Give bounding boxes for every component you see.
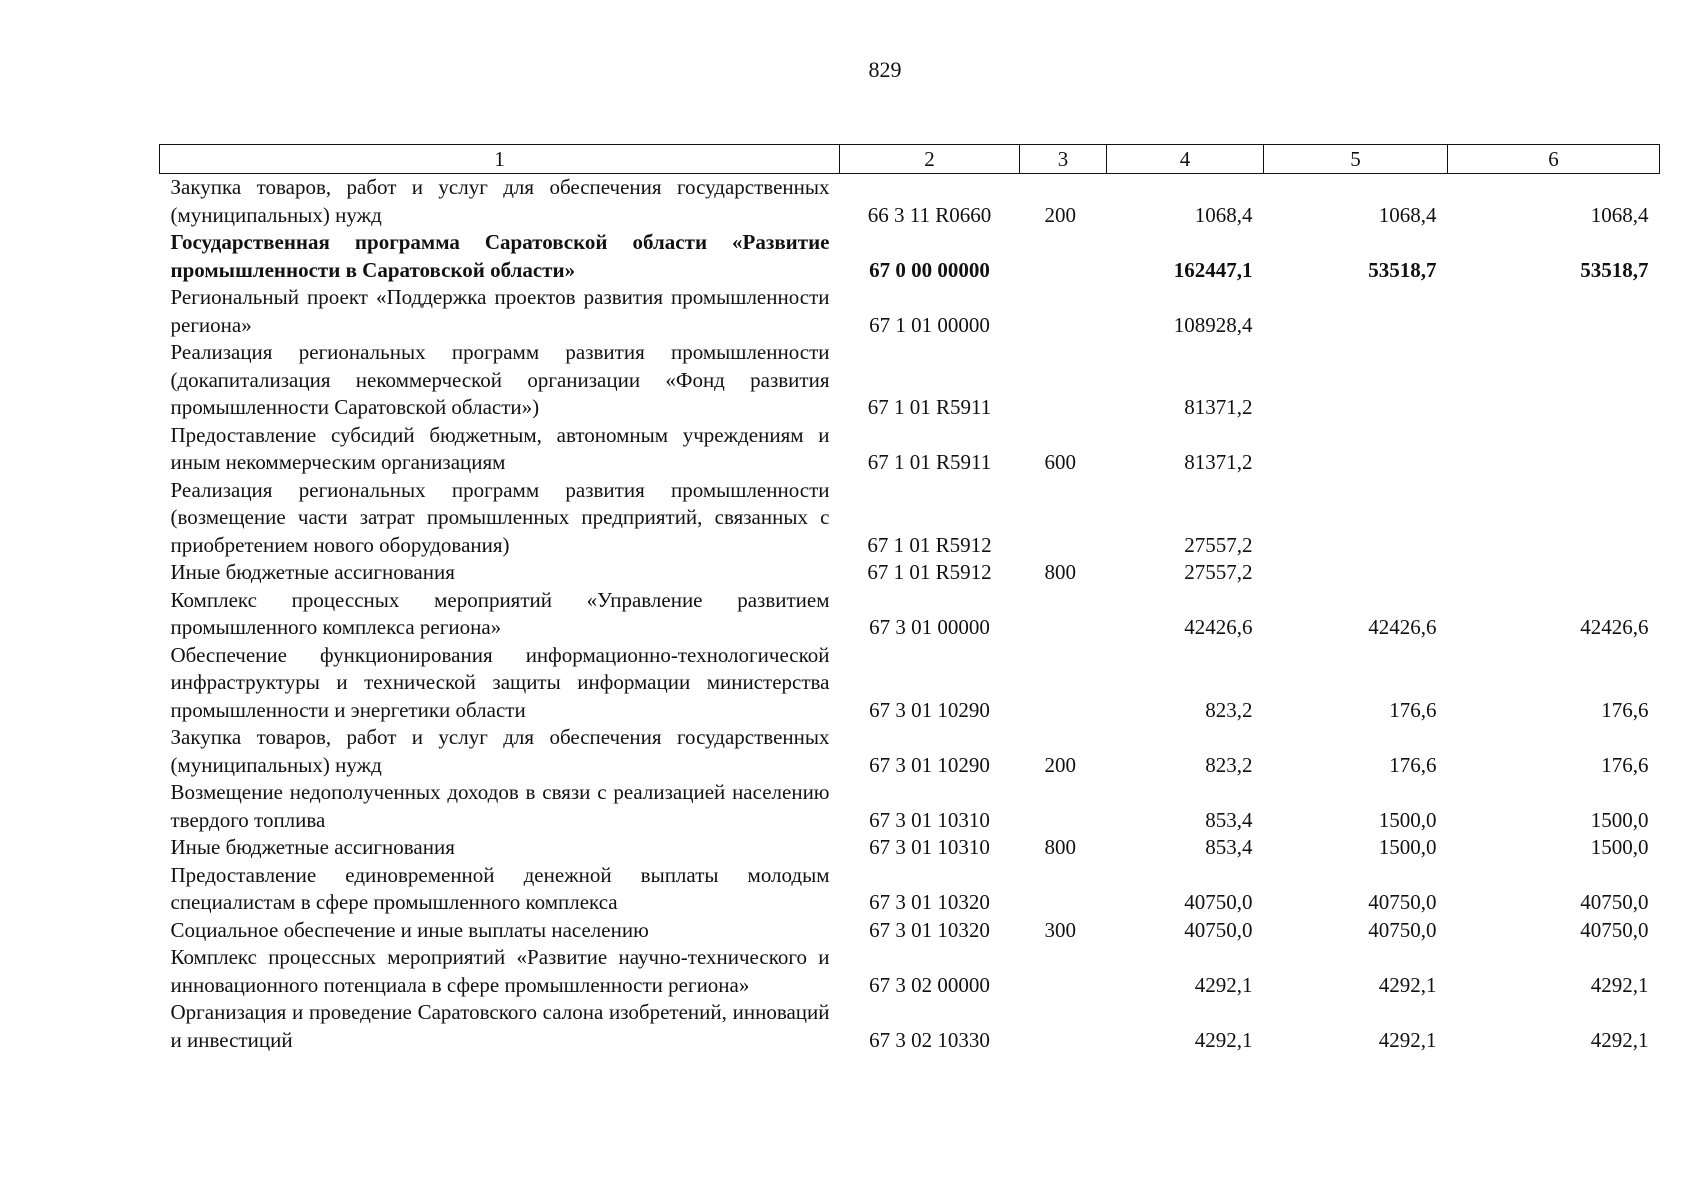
row-expense-type-cell: 800	[1044, 835, 1076, 859]
table-row	[160, 284, 1660, 339]
table-row	[160, 944, 1660, 999]
column-header-4: 4	[1107, 145, 1264, 174]
row-name-cell: Предоставление единовременной денежной выплаты молодым специалистам в сфере промышленного комплекса	[170, 862, 830, 914]
row-value-col5-cell: 4292,1	[1378, 972, 1437, 997]
row-value-col5-cell	[1264, 284, 1448, 339]
row-value-col4-cell: 853,4	[1205, 807, 1253, 832]
table-header	[160, 145, 1660, 174]
row-expense-type-cell	[1020, 944, 1107, 999]
table-row	[160, 587, 1660, 642]
row-value-col6-cell	[1448, 559, 1660, 587]
row-name-cell: Региональный проект «Поддержка проектов развития промышленности региона»	[170, 285, 830, 337]
row-expense-type-cell	[1020, 642, 1107, 725]
row-value-col6-cell: 53518,7	[1580, 257, 1649, 282]
row-value-col6-cell: 1500,0	[1590, 807, 1649, 832]
row-expense-type-cell: 200	[1044, 752, 1076, 777]
row-code-cell: 67 1 01 R5911	[867, 450, 992, 474]
row-value-col5-cell: 4292,1	[1378, 1027, 1437, 1052]
table-row	[160, 724, 1660, 779]
row-name-cell: Социальное обеспечение и иные выплаты населению	[170, 917, 649, 942]
table-row	[160, 174, 1660, 230]
table-row	[160, 999, 1660, 1054]
row-value-col6-cell	[1448, 422, 1660, 477]
row-value-col4-cell: 162447,1	[1173, 257, 1253, 282]
row-value-col6-cell	[1448, 284, 1660, 339]
row-expense-type-cell	[1020, 477, 1107, 560]
row-value-col4-cell: 108928,4	[1173, 312, 1253, 337]
row-expense-type-cell	[1020, 587, 1107, 642]
row-expense-type-cell: 200	[1044, 202, 1076, 227]
row-value-col5-cell: 1500,0	[1378, 835, 1437, 859]
table-row	[160, 917, 1660, 945]
row-name-cell: Реализация региональных программ развития промышленности (возмещение части затрат промышленных предприятий, связанных с приобретением нового оборудования)	[170, 477, 830, 557]
row-code-cell: 66 3 11 R0660	[867, 202, 992, 227]
row-code-cell: 67 3 02 00000	[869, 972, 990, 997]
row-code-cell: 67 0 00 00000	[869, 257, 990, 282]
row-name-cell: Организация и проведение Саратовского салона изобретений, инноваций и инвестиций	[170, 1000, 830, 1052]
row-value-col6-cell: 42426,6	[1580, 615, 1649, 639]
row-name-cell: Закупка товаров, работ и услуг для обеспечения государственных (муниципальных) нужд	[170, 175, 830, 227]
row-value-col4-cell: 1068,4	[1194, 202, 1253, 227]
row-name-cell: Закупка товаров, работ и услуг для обеспечения государственных (муниципальных) нужд	[170, 725, 830, 777]
row-name-cell: Возмещение недополученных доходов в связи с реализацией населению твердого топлива	[170, 780, 830, 832]
table-row	[160, 229, 1660, 284]
row-name-cell: Иные бюджетные ассигнования	[170, 835, 455, 859]
row-code-cell: 67 1 01 R5912	[867, 532, 992, 557]
row-value-col6-cell: 40750,0	[1580, 917, 1649, 942]
row-value-col6-cell: 40750,0	[1580, 890, 1649, 914]
row-name-cell: Реализация региональных программ развития промышленности (докапитализация некоммерческой организации «Фонд развития промышленности Саратовской области»)	[170, 340, 830, 419]
row-value-col5-cell: 176,6	[1389, 697, 1437, 722]
row-expense-type-cell	[1020, 862, 1107, 917]
table-row	[160, 779, 1660, 834]
row-value-col6-cell: 1068,4	[1590, 202, 1649, 227]
row-expense-type-cell	[1020, 999, 1107, 1054]
row-value-col4-cell: 81371,2	[1184, 395, 1253, 419]
row-value-col4-cell: 42426,6	[1184, 615, 1253, 639]
row-name-cell: Предоставление субсидий бюджетным, автономным учреждениям и иным некоммерческим организациям	[170, 422, 830, 474]
row-value-col5-cell: 40750,0	[1368, 917, 1437, 942]
row-value-col5-cell: 1068,4	[1378, 202, 1437, 227]
table-row	[160, 422, 1660, 477]
row-value-col4-cell: 27557,2	[1184, 560, 1253, 584]
row-value-col5-cell	[1264, 559, 1448, 587]
table-row	[160, 339, 1660, 422]
row-expense-type-cell: 300	[1044, 917, 1076, 942]
row-code-cell: 67 3 01 10290	[869, 752, 990, 777]
row-value-col5-cell	[1264, 422, 1448, 477]
row-value-col4-cell: 40750,0	[1184, 890, 1253, 914]
table-body	[160, 174, 1660, 1055]
row-value-col6-cell: 176,6	[1601, 752, 1649, 777]
row-value-col4-cell: 853,4	[1205, 835, 1253, 859]
table-row	[160, 477, 1660, 560]
row-value-col5-cell: 40750,0	[1368, 890, 1437, 914]
table-row	[160, 642, 1660, 725]
row-value-col5-cell: 53518,7	[1368, 257, 1437, 282]
row-name-cell: Иные бюджетные ассигнования	[170, 560, 455, 584]
row-value-col4-cell: 40750,0	[1184, 917, 1253, 942]
row-expense-type-cell	[1020, 229, 1107, 284]
row-value-col4-cell: 4292,1	[1194, 1027, 1253, 1052]
row-value-col5-cell	[1264, 339, 1448, 422]
row-code-cell: 67 3 02 10330	[869, 1027, 990, 1052]
row-expense-type-cell	[1020, 779, 1107, 834]
column-header-3: 3	[1020, 145, 1107, 174]
page-number: 829	[868, 57, 902, 82]
row-value-col6-cell	[1448, 477, 1660, 560]
row-code-cell: 67 3 01 10320	[869, 890, 990, 914]
column-header-6: 6	[1448, 145, 1660, 174]
table-row	[160, 834, 1660, 862]
column-header-1: 1	[160, 145, 840, 174]
row-code-cell: 67 1 01 00000	[869, 312, 990, 337]
row-expense-type-cell: 600	[1044, 450, 1076, 474]
row-code-cell: 67 3 01 10310	[869, 835, 990, 859]
row-value-col5-cell	[1264, 477, 1448, 560]
row-value-col6-cell: 4292,1	[1590, 972, 1649, 997]
table-row	[160, 862, 1660, 917]
row-value-col5-cell: 176,6	[1389, 752, 1437, 777]
row-code-cell: 67 3 01 10320	[869, 917, 990, 942]
header-row	[160, 145, 1660, 174]
row-value-col6-cell: 1500,0	[1590, 835, 1649, 859]
column-header-2: 2	[840, 145, 1020, 174]
row-value-col6-cell: 176,6	[1601, 697, 1649, 722]
row-value-col5-cell: 1500,0	[1378, 807, 1437, 832]
row-code-cell: 67 3 01 00000	[869, 615, 990, 639]
column-header-5: 5	[1264, 145, 1448, 174]
row-value-col4-cell: 27557,2	[1184, 532, 1253, 557]
row-expense-type-cell: 800	[1044, 560, 1076, 584]
row-value-col6-cell: 4292,1	[1590, 1027, 1649, 1052]
row-code-cell: 67 1 01 R5912	[867, 560, 992, 584]
budget-table	[159, 144, 1660, 1054]
row-code-cell: 67 3 01 10290	[869, 697, 990, 722]
row-code-cell: 67 1 01 R5911	[867, 395, 992, 419]
row-value-col4-cell: 823,2	[1205, 697, 1253, 722]
row-value-col4-cell: 4292,1	[1194, 972, 1253, 997]
row-value-col6-cell	[1448, 339, 1660, 422]
row-name-cell: Обеспечение функционирования информационно-технологической инфраструктуры и технической защиты информации министерства промышленности и энергетики области	[170, 642, 830, 722]
row-name-cell: Государственная программа Саратовской области «Развитие промышленности в Саратовской области»	[170, 230, 830, 282]
row-value-col4-cell: 823,2	[1205, 752, 1253, 777]
row-expense-type-cell	[1020, 284, 1107, 339]
row-expense-type-cell	[1020, 339, 1107, 422]
row-name-cell: Комплекс процессных мероприятий «Управление развитием промышленного комплекса региона»	[170, 587, 830, 639]
table-row	[160, 559, 1660, 587]
row-name-cell: Комплекс процессных мероприятий «Развитие научно-технического и инновационного потенциала в сфере промышленности региона»	[170, 945, 830, 997]
row-value-col5-cell: 42426,6	[1368, 615, 1437, 639]
row-value-col4-cell: 81371,2	[1184, 450, 1253, 474]
row-code-cell: 67 3 01 10310	[869, 807, 990, 832]
